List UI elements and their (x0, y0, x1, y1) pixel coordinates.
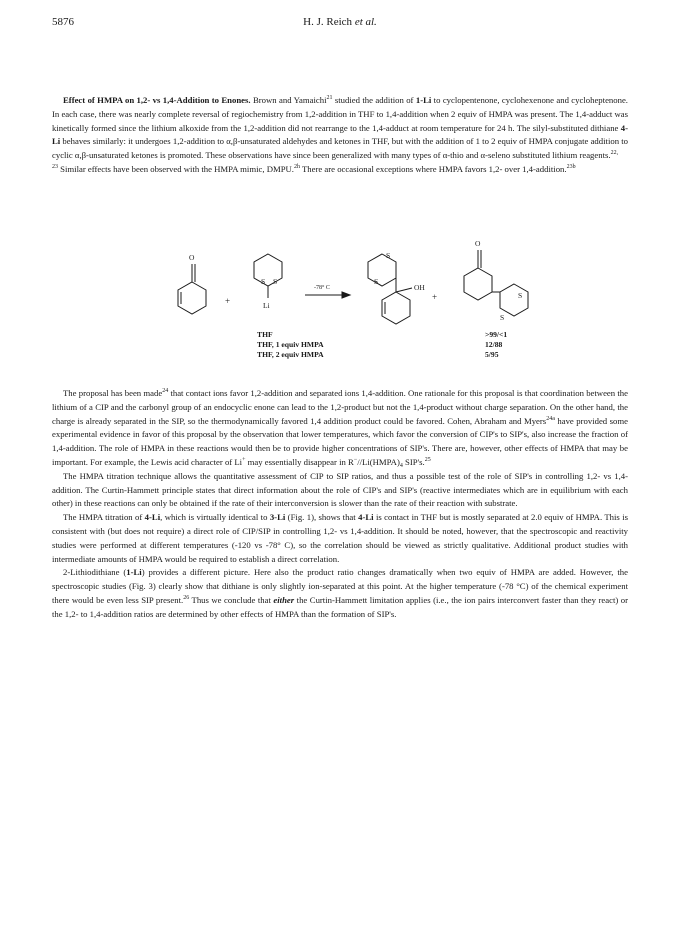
oxygen-label: O (189, 253, 195, 262)
product-2-cyclohexanone-ring (464, 268, 492, 300)
p2-text-2: that contact ions favor 1,2-addition and separated ions 1,4-addition. One rationale for this proposal is that coordination between the lithium of a CIP and the carbonyl group of an endocyclic enone can lead to the 1,2-product but not the 1,4-product without charge separation. On the other hand, the charge is already separated in the SIP, so the thermodynamically favored 1,4 addition product could be favored. Cohen, Abraham and Myers (52, 388, 628, 426)
sulfur-label: S (518, 291, 523, 300)
compound-4-li: 4-Li (358, 512, 374, 523)
paragraph-4-li-titration (52, 511, 628, 566)
reaction-arrow-head (342, 292, 350, 298)
p1-text-2: studied the addition of (332, 95, 416, 105)
p2-text-3: have provided some experimental evidence in favor of this proposal by the observation that lower temperatures, which favor the conversion of CIP's to SIP's, also increase the fraction of 1,4-addition. The role of HMPA in these reactions would then be to provide higher concentrations of SIP's. There are, however, other effects of HMPA that may be important. For example, the Lewis acid character of Li (52, 415, 628, 467)
oxygen-label: O (475, 239, 481, 248)
paragraph-lithiodithiane (52, 566, 628, 621)
condition-row (257, 350, 517, 360)
r-charge: − (353, 456, 358, 463)
p4-text-1: The HMPA titration of (63, 512, 145, 523)
conditions-table (257, 330, 517, 360)
product-1-cyclohexene-ring (382, 292, 410, 324)
compound-4-li: 4-Li (144, 512, 161, 523)
sulfur-label: S (386, 251, 391, 260)
p4-text-3: (Fig. 1), shows that (285, 512, 359, 523)
ref-22: 22, (610, 150, 619, 157)
compound-3-li: 3-Li (269, 512, 286, 523)
ref-25: 25 (424, 456, 431, 463)
plus-sign: + (225, 296, 231, 306)
p4-text-4: is contact in THF but is mostly separated at 2.0 equiv of HMPA. This is consistent with (but does not require) a direct role of CIP/SIP in controlling 1,2- vs 1,4-addition. It should be noted, however, that the spectroscopic and reactivity studies were performed at different temperatures (-120 vs -78° C), so the correlation should be viewed as strictly qualitative. Additional product studies with intermediate amounts of HMPA would be required to establish a direct correlation. (52, 512, 628, 564)
condition-row (257, 330, 517, 340)
cyclohexenone-ring (178, 282, 206, 314)
product-1-dithiane-ring (368, 254, 396, 286)
ref-24: 24 (162, 388, 169, 394)
ref-23b: 23b (566, 163, 576, 170)
dithiane-ring (254, 254, 282, 286)
p1-text-5: Similar effects have been observed with the HMPA mimic, DMPU. (58, 163, 294, 174)
condition-ratio: 5/95 (485, 350, 499, 359)
page-header (52, 16, 628, 32)
p5-text-4: the Curtin-Hammett limitation applies (i.e., the ion pairs interconvert faster than they react) or the 1,2- to 1,4-addition ratios are determined by other effects of HMPA than the formation of SIP's. (52, 594, 628, 619)
paragraph-titration-technique: The HMPA titration technique allows the quantitative assessment of CIP to SIP ratios, and thus a possible test of the role of SIP's in controlling 1,2- vs 1,4-addition. The Curtin-Hammett principle states that direct information about the role of CIP's and SIP's (reactive intermediates which are in equilibrium with each other) in these reactions can only be obtained if the rate of their interconversion is slower than the rate of their reaction with substrate. (52, 470, 628, 509)
paragraph-effect-of-hmpa (52, 94, 628, 177)
paragraph-proposal (52, 387, 628, 470)
condition-label: THF, 1 equiv HMPA (257, 340, 324, 349)
hmpa-subscript: 4 (399, 462, 403, 469)
reaction-scheme (52, 232, 628, 328)
condition-ratio: >99/<1 (485, 330, 508, 339)
ref-2h: 2h (293, 163, 300, 170)
sulfur-label: S (273, 277, 278, 286)
ref-23: 23 (52, 163, 58, 170)
page-number: 5876 (52, 16, 74, 28)
condition-label: THF (257, 330, 273, 339)
p1-text-3: to cyclopentenone, cyclohexenone and cycloheptenone. In each case, there was nearly complete reversal of regiochemistry from 1,2-addition in THF to 1,4-addition when 2 equiv of HMPA was present. The 1,4-adduct was kinetically formed since the lithium alkoxide from the 1,2-addition did not rearrange to the 1,4-adduct at room temperature for 24 h. The silyl-substituted dithiane (52, 95, 628, 133)
li-label: Li (263, 301, 270, 310)
emphasis-either: either (273, 594, 295, 605)
p1-text-1: Brown and Yamaichi (250, 95, 327, 105)
plus-sign: + (432, 292, 438, 302)
temperature-label: -78° C (314, 285, 330, 291)
sulfur-label: S (500, 313, 505, 322)
product-1-oh-bond (396, 288, 412, 292)
condition-row (257, 340, 517, 350)
oh-label: OH (414, 283, 425, 292)
p2-text-5: //Li(HMPA) (357, 456, 400, 467)
p5-text-2: ) provides a different picture. Here also the product ratio changes dramatically when two equiv of HMPA are added. However, the spectroscopic studies (Fig. 3) clearly show that dithiane is only slightly ion-separated at this point. At the higher temperature (-78 °C) of the chemical experiment there would be even less SIP present. (52, 567, 628, 605)
sulfur-label: S (261, 277, 266, 286)
p2-text-1: The proposal has been made (63, 388, 163, 398)
li-charge: + (242, 456, 246, 463)
authors-etal: et al. (354, 16, 377, 28)
product-2-dithiane-ring (500, 284, 528, 316)
compound-1-li: 1-Li (415, 95, 432, 105)
p1-text-6: There are occasional exceptions where HMPA favors 1,2- over 1,4-addition. (299, 163, 567, 174)
p2-text-6: SIP's. (402, 456, 425, 467)
p1-text-4: behaves similarly: it undergoes 1,2-addition to α,β-unsaturated aldehydes and ketones in THF, but with the addition of 1 to 2 equiv of HMPA conjugate addition to cyclic α,β-unsaturated ketones is promoted. These observations have since been generalized with many types of α-thio and α-seleno substituted lithium reagents. (52, 136, 628, 161)
reaction-scheme-drawing (52, 232, 628, 328)
compound-1-li: 1-Li (126, 567, 142, 578)
compound-4-li: 4-Li (52, 122, 628, 147)
section-heading: Effect of HMPA on 1,2- vs 1,4-Addition to Enones. (63, 95, 251, 105)
body-paragraphs (52, 387, 628, 622)
authors-main: H. J. Reich (303, 16, 353, 28)
condition-label: THF, 2 equiv HMPA (257, 350, 324, 359)
p5-text-1: 2-Lithiodithiane ( (63, 567, 127, 578)
ref-24a: 24a (546, 415, 555, 422)
running-head-authors (52, 16, 628, 28)
ref-21: 21 (326, 95, 333, 101)
ref-26: 26 (183, 594, 190, 601)
p5-text-3: Thus we conclude that (189, 594, 274, 605)
condition-ratio: 12/88 (485, 340, 503, 349)
p4-text-2: , which is virtually identical to (160, 512, 270, 523)
sulfur-label: S (374, 277, 379, 286)
p2-text-4: may essentially disappear in R (245, 456, 354, 467)
